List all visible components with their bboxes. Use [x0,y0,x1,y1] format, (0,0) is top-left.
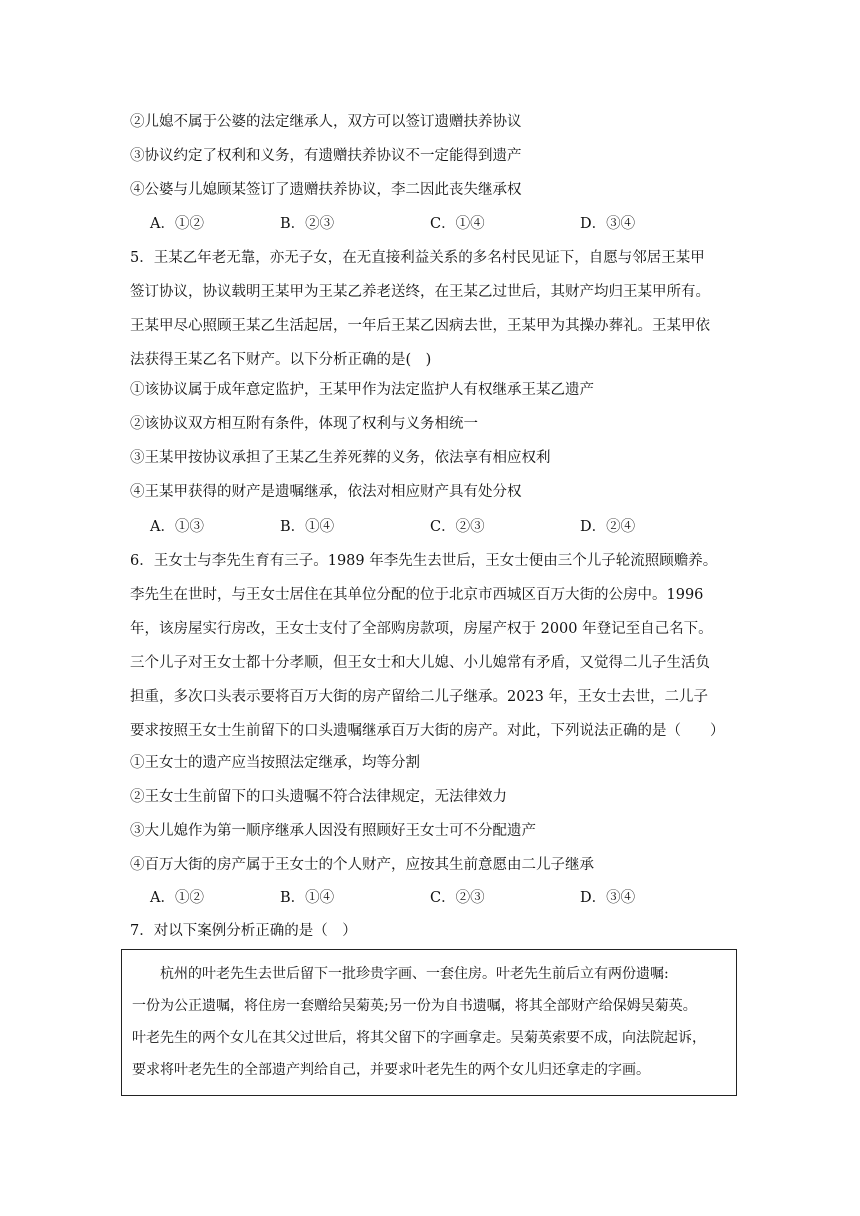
q4-options [150,214,750,234]
q7-case-box [121,949,737,1096]
q6-option-c: C．②③ [430,890,485,906]
q4-option-d: D．③④ [580,216,636,232]
q6-stem-line: 三个儿子对王女士都十分孝顺，但王女士和大儿媳、小儿媳常有矛盾，又觉得二儿子生活负 [130,655,710,671]
q6-statement-3: ③大儿媳作为第一顺序继承人因没有照顾好王女士可不分配遗产 [130,823,536,839]
q5-statement-1: ①该协议属于成年意定监护，王某甲作为法定监护人有权继承王某乙遗产 [130,382,594,398]
q5-statement-3: ③王某甲按协议承担了王某乙生养死葬的义务，依法享有相应权利 [130,450,551,466]
q5-statement-2: ②该协议双方相互附有条件，体现了权利与义务相统一 [130,416,478,432]
q5-stem-line: 法获得王某乙名下财产。以下分析正确的是( ) [130,352,432,368]
q6-stem-line: 年，该房屋实行房改，王女士支付了全部购房款项，房屋产权于 2000 年登记至自己名下。 [130,621,713,637]
q5-stem-line: 王某甲尽心照顾王某乙生活起居，一年后王某乙因病去世，王某甲为其操办葬礼。王某甲依 [130,318,710,334]
q7-case-line: 要求将叶老先生的全部遗产判给自己，并要求叶老先生的两个女儿归还拿走的字画。 [132,1062,650,1078]
q5-option-c: C．②③ [430,519,485,535]
q6-option-d: D．③④ [580,890,636,906]
q6-stem-line: 要求按照王女士生前留下的口头遗嘱继承百万大街的房产。对此，下列说法正确的是（ ） [130,723,725,739]
q5-statement-4: ④王某甲获得的财产是遗嘱继承，依法对相应财产具有处分权 [130,484,522,500]
q6-option-a: A．①② [150,890,204,906]
q4-option-c: C．①④ [430,216,485,232]
q7-case-line: 一份为公正遗嘱，将住房一套赠给吴菊英;另一份为自书遗嘱，将其全部财产给保姆吴菊英。 [132,998,697,1014]
q5-option-a: A．①③ [150,519,204,535]
q5-stem-line: 5．王某乙年老无靠，亦无子女，在无直接利益关系的多名村民见证下，自愿与邻居王某甲 [130,250,705,266]
q6-statement-2: ②王女士生前留下的口头遗嘱不符合法律规定，无法律效力 [130,789,507,805]
q6-statement-1: ①王女士的遗产应当按照法定继承，均等分割 [130,755,420,771]
q4-statement-4: ④公婆与儿媳顾某签订了遗赠扶养协议，李二因此丧失继承权 [130,182,522,198]
q4-statement-3: ③协议约定了权利和义务，有遗赠扶养协议不一定能得到遗产 [130,148,522,164]
q6-stem-line: 李先生在世时，与王女士居住在其单位分配的位于北京市西城区百万大街的公房中。1996 [130,587,704,603]
q7-case-line: 叶老先生的两个女儿在其父过世后，将其父留下的字画拿走。吴菊英索要不成，向法院起诉， [132,1030,706,1046]
q6-statement-4: ④百万大街的房产属于王女士的个人财产，应按其生前意愿由二儿子继承 [130,857,594,873]
q4-statement-2: ②儿媳不属于公婆的法定继承人，双方可以签订遗赠扶养协议 [130,114,522,130]
q6-stem-line: 6．王女士与李先生育有三子。1989 年李先生去世后，王女士便由三个儿子轮流照顾赡养。 [130,553,718,569]
q4-option-a: A．①② [150,216,204,232]
q7-case-line: 杭州的叶老先生去世后留下一批珍贵字画、一套住房。叶老先生前后立有两份遗嘱: [132,966,669,982]
q6-stem-line: 担重，多次口头表示要将百万大街的房产留给二儿子继承。2023 年，王女士去世，二儿子 [130,689,709,705]
q7-stem: 7．对以下案例分析正确的是（ ） [130,923,357,939]
q5-options [150,517,750,537]
q6-options [150,888,750,908]
q6-option-b: B．①④ [280,890,335,906]
q4-option-b: B．②③ [280,216,335,232]
q5-option-d: D．②④ [580,519,636,535]
q5-stem-line: 签订协议，协议载明王某甲为王某乙养老送终，在王某乙过世后，其财产均归王某甲所有。 [130,284,710,300]
q5-option-b: B．①④ [280,519,335,535]
